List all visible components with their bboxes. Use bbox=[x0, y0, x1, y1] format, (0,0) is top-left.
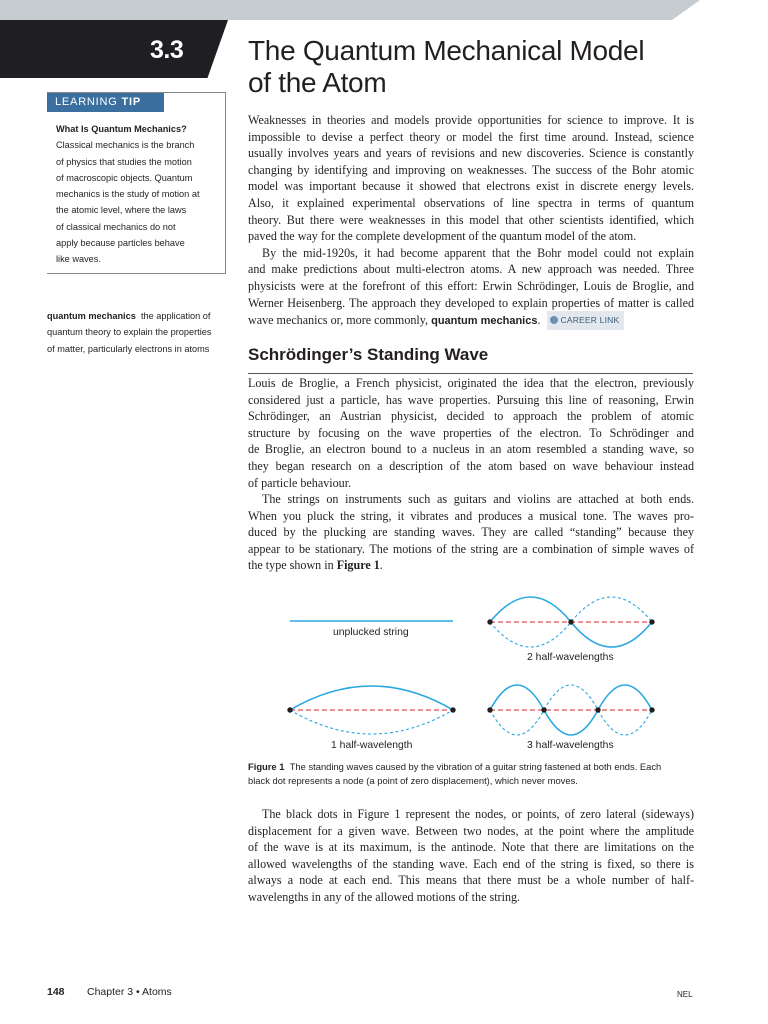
learning-tip-line: like waves. bbox=[56, 254, 101, 265]
text-line: allowed wavelengths of the standing wave. Each end of the string is fixed, so there is bbox=[248, 856, 694, 871]
learning-tip-question: What Is Quantum Mechanics? bbox=[56, 124, 187, 134]
text-line: paved the way for the complete development of the quantum model of the atom. bbox=[248, 229, 637, 244]
text-line: theory. But there were weaknesses in this model that other scientists identified, which bbox=[248, 212, 694, 227]
wave-two-half bbox=[487, 597, 654, 647]
glossary-def-start: the application of bbox=[140, 311, 211, 321]
node-dot bbox=[568, 619, 573, 624]
text-line: The strings on instruments such as guitars and violins are attached at both ends. bbox=[262, 492, 694, 506]
text-line: Weaknesses in theories and models provide opportunities for science to improve. It is bbox=[248, 113, 694, 127]
text-line: de Broglie, an electron bound to a nucleus in an atom resembled a standing wave, so bbox=[248, 442, 694, 457]
text-line: considered just a particle, has wave properties. Pursuing this line of reasoning, Erwin bbox=[248, 392, 694, 407]
learning-tip-line: of classical mechanics do not bbox=[56, 221, 176, 232]
text-line: physicists were at the forefront of this effort: Erwin Schrödinger, Louis de Broglie, and bbox=[248, 278, 694, 293]
node-dot bbox=[649, 619, 654, 624]
learning-tip-line: Classical mechanics is the branch bbox=[56, 140, 195, 151]
text-line: Also, it explained experimental observations of line spectra in terms of quantum bbox=[248, 195, 694, 210]
learning-tip-line: the atomic level, where the laws bbox=[56, 205, 187, 216]
closing-paragraph bbox=[248, 806, 694, 906]
text-line: of the wave is at its maximum, is the antinode. Note that there are limitations on the bbox=[248, 840, 694, 855]
caption-label: Figure 1 bbox=[248, 761, 285, 772]
wave-three-half bbox=[487, 685, 654, 735]
caption-line bbox=[248, 760, 694, 774]
text-line: impossible to devise a perfect theory or model the first time around. Instead, science bbox=[248, 129, 694, 144]
career-link-label: CAREER LINK bbox=[560, 315, 620, 326]
label-one-half: 1 half-wavelength bbox=[331, 740, 413, 751]
text-line: When you pluck the string, it vibrates and produces a musical tone. The waves pro- bbox=[248, 508, 694, 523]
text-run: wave mechanics or, more commonly, bbox=[248, 313, 432, 328]
learning-tip-line: of macroscopic objects. Quantum bbox=[56, 172, 193, 183]
text-line: Schrödinger, an Austrian physicist, decided to approach the problem of atomic bbox=[248, 409, 694, 424]
text-line: and make predictions about multi-electron atoms. A new approach was needed. Three bbox=[248, 262, 694, 277]
text-line: structure by focusing on the wave properties of the electron. To Schrödinger and bbox=[248, 425, 694, 440]
title-line: The Quantum Mechanical Model bbox=[248, 35, 645, 66]
node-dot bbox=[487, 707, 492, 712]
label-unplucked: unplucked string bbox=[333, 627, 409, 638]
label-three-half: 3 half-wavelengths bbox=[527, 740, 614, 751]
publisher-mark: NEL bbox=[677, 990, 693, 999]
caption-line: black dot represents a node (a point of zero displacement), which never moves. bbox=[248, 775, 578, 786]
learning-tip-line: of physics that studies the motion bbox=[56, 156, 192, 167]
learning-tip-label-a: LEARNING bbox=[55, 96, 122, 108]
text-line: wavelengths in any of the allowed motions of the string. bbox=[248, 889, 521, 904]
wave-one-half bbox=[287, 686, 455, 734]
caption-text: The standing waves caused by the vibration of a guitar string fastened at both ends. Each bbox=[289, 761, 662, 772]
text-line: they began research on a description of the atom based on wave behaviour instead bbox=[248, 458, 694, 473]
text-line: usually involves years and years of revisions and new discoveries. Science is constantly bbox=[248, 146, 694, 161]
key-term: quantum mechanics bbox=[431, 315, 538, 328]
node-dot bbox=[450, 707, 455, 712]
wave-solid bbox=[290, 686, 453, 710]
node-dot bbox=[595, 707, 600, 712]
node-dot bbox=[287, 707, 292, 712]
text-line: The black dots in Figure 1 represent the nodes, or points, of zero lateral (sideways) bbox=[262, 807, 694, 821]
text-run: the type shown in bbox=[248, 558, 337, 573]
text-line: appear to be stationary. The motions of the string are a combination of simple waves of bbox=[248, 541, 694, 556]
chapter-label: Chapter 3 • Atoms bbox=[87, 986, 172, 998]
text-line: Louis de Broglie, a French physicist, originated the idea that the electron, previously bbox=[248, 376, 694, 390]
learning-tip-label-b: TIP bbox=[121, 96, 142, 108]
text-line: displacement for a given wave. Between two nodes, at the point where the amplitude bbox=[248, 823, 694, 838]
learning-tip-line: mechanics is the study of motion at bbox=[56, 189, 200, 200]
label-two-half: 2 half-wavelengths bbox=[527, 652, 614, 663]
text-line: of particle behaviour. bbox=[248, 475, 352, 490]
text-run: . bbox=[379, 558, 383, 573]
text-line: changing by identifying and improving on weaknesses. The success of the Bohr atomic bbox=[248, 162, 694, 177]
node-dot bbox=[649, 707, 654, 712]
title-line: of the Atom bbox=[248, 67, 387, 98]
figure-reference: Figure 1 bbox=[336, 558, 380, 573]
text-line: By the mid-1920s, it had become apparent that the Bohr model could not explain bbox=[262, 245, 694, 260]
page-number: 148 bbox=[47, 986, 65, 998]
glossary-term: quantum mechanics bbox=[47, 311, 136, 321]
learning-tip-line: apply because particles behave bbox=[56, 238, 185, 249]
glossary-line: of matter, particularly electrons in atoms bbox=[47, 343, 210, 354]
text-line: duced by the plucking are standing waves. They are called “standing” because they bbox=[248, 525, 694, 540]
glossary-line: quantum theory to explain the properties bbox=[47, 327, 212, 338]
wave-dashed bbox=[290, 710, 453, 734]
text-line: model was important because it showed that electrons exist in discrete energy levels. bbox=[248, 179, 694, 194]
node-dot bbox=[541, 707, 546, 712]
text-line: Werner Heisenberg. The approach they developed to explain properties of matter is called bbox=[248, 295, 694, 310]
section-number: 3.3 bbox=[150, 36, 184, 64]
section-heading: Schrödinger’s Standing Wave bbox=[248, 345, 489, 364]
figure-caption bbox=[248, 760, 694, 788]
text-line: always a node at each end. This means that there must be a whole number of half- bbox=[248, 873, 694, 888]
node-dot bbox=[487, 619, 492, 624]
text-run: . bbox=[537, 313, 541, 328]
